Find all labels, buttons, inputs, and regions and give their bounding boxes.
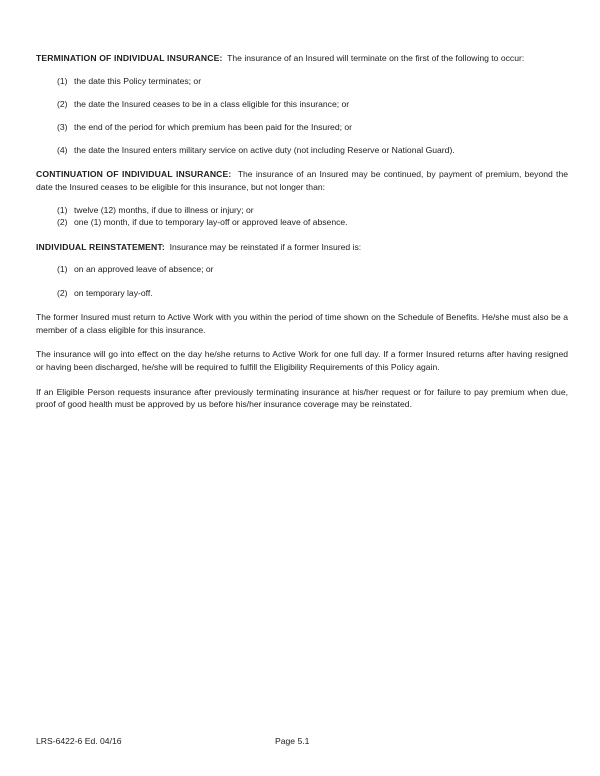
list-marker: (2) xyxy=(57,98,68,109)
section-heading-continuation: CONTINUATION OF INDIVIDUAL INSURANCE: xyxy=(36,169,232,180)
list-item-text: on temporary lay-off. xyxy=(74,287,153,298)
list-item xyxy=(36,216,568,229)
document-body xyxy=(36,52,568,411)
reinstatement-list xyxy=(36,263,568,299)
list-item xyxy=(36,204,568,217)
closing-paragraph-3: If an Eligible Person requests insurance after previously terminating insurance at his/her request or for failure to pay premium when due, proof of good health must be approved by us before his/her insurance coverage may be reinstated. xyxy=(36,386,568,410)
closing-paragraph-1: The former Insured must return to Active Work with you within the period of time shown on the Schedule of Benefits. He/she must also be a member of a class eligible for this insurance. xyxy=(36,312,568,335)
list-item-text: the date the Insured ceases to be in a class eligible for this insurance; or xyxy=(74,98,350,109)
list-marker: (4) xyxy=(57,144,68,155)
section-termination-intro xyxy=(36,52,568,65)
list-marker: (2) xyxy=(57,217,68,228)
continuation-list xyxy=(36,204,568,229)
list-item xyxy=(36,75,568,88)
list-marker: (1) xyxy=(57,75,68,86)
section-heading-reinstatement: INDIVIDUAL REINSTATEMENT: xyxy=(36,241,165,252)
termination-list xyxy=(36,75,568,157)
list-item-text: the date this Policy terminates; or xyxy=(74,75,202,86)
list-marker: (1) xyxy=(57,204,68,215)
spacer xyxy=(36,253,568,263)
spacer xyxy=(36,65,568,75)
spacer xyxy=(36,299,568,311)
list-marker: (1) xyxy=(57,264,68,275)
list-item-text: on an approved leave of absence; or xyxy=(74,264,214,275)
list-item xyxy=(36,121,568,134)
spacer xyxy=(36,336,568,348)
section-intro-text-termination: The insurance of an Insured will terminate on the first of the following to occur: xyxy=(227,53,525,63)
list-item-text: the end of the period for which premium has been paid for the Insured; or xyxy=(74,121,353,132)
section-intro-text-reinstatement: Insurance may be reinstated if a former Insured is: xyxy=(169,241,362,252)
spacer xyxy=(36,156,568,168)
spacer xyxy=(36,374,568,386)
closing-paragraph-2: The insurance will go into effect on the day he/she returns to Active Work for one full day. If a former Insured returns after having resigned or having been discharged, he/she will be required to fulfill the Eligibility Requirements of this Policy again. xyxy=(36,349,568,372)
spacer xyxy=(36,229,568,241)
section-reinstatement-intro xyxy=(36,241,568,254)
list-item xyxy=(36,263,568,276)
list-item xyxy=(36,144,568,157)
list-item-text: twelve (12) months, if due to illness or injury; or xyxy=(74,204,254,215)
list-marker: (3) xyxy=(57,121,68,132)
list-item-text: the date the Insured enters military service on active duty (not including Reserve or National Guard). xyxy=(74,144,455,155)
spacer xyxy=(36,194,568,204)
footer-form-number: LRS-6422-6 Ed. 04/16 xyxy=(36,736,122,746)
list-item xyxy=(36,287,568,300)
list-marker: (2) xyxy=(57,287,68,298)
footer-page-number: Page 5.1 xyxy=(275,736,310,746)
list-item xyxy=(36,98,568,111)
section-continuation-intro xyxy=(36,168,568,193)
section-intro-text-continuation: The insurance of an Insured may be continued, by payment of premium, beyond the date the Insured ceases to be eligible for this insurance, but not longer than: xyxy=(36,169,569,193)
section-heading-termination: TERMINATION OF INDIVIDUAL INSURANCE: xyxy=(36,53,223,63)
list-item-text: one (1) month, if due to temporary lay-off or approved leave of absence. xyxy=(74,217,348,228)
